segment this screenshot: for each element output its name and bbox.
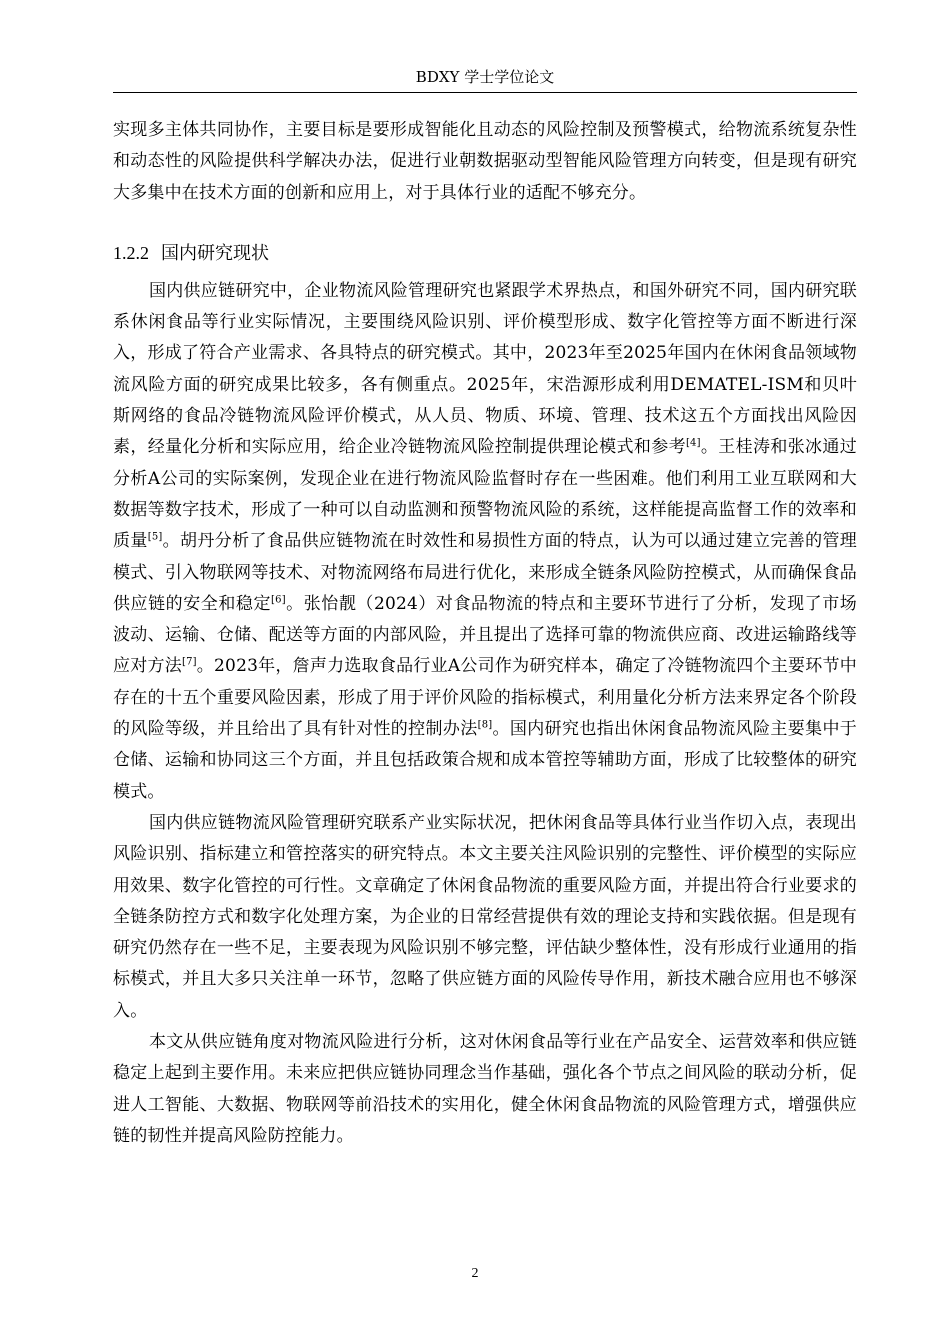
text-run: 。2023年，詹声力选取食品行业A公司作为研究样本，确定了冷链物流四个主要环节中存在的十五个重要风险因素，形成了用于评价风险的指标模式，利用量化分析方法来界定各个阶段的风险等级，并且给出了具有针对性的控制办法 bbox=[113, 656, 857, 740]
text-run: 国内供应链研究中，企业物流风险管理研究也紧跟学术界热点，和国外研究不同，国内研究联系休闲食品等行业实际情况，主要围绕风险识别、评价模型形成、数字化管控等方面不断进行深入，形成了符合产业需求、各具特点的研究模式。其中，2023年至2025年国内在休闲食品领域物流风险方面的研究成果比较多，各有侧重点。2025年，宋浩源形成利用DEMATEL-ISM和贝叶斯网络的食品冷链物流风险评价模式，从人员、物质、环境、管理、技术这五个方面找出风险因素，经量化分析和实际应用，给企业冷链物流风险控制提供理论模式和参考 bbox=[113, 280, 857, 458]
citation-ref: [5] bbox=[147, 531, 163, 543]
citation-ref: [7] bbox=[181, 656, 197, 668]
section-number: 1.2.2 bbox=[113, 242, 149, 263]
section-heading bbox=[113, 239, 857, 268]
page-number: 2 bbox=[471, 1266, 479, 1281]
text-run: 。胡丹分析了食品供应链物流在时效性和易损性方面的特点，认为可以通过建立完善的管理模式、引入物联网等技术、对物流网络布局进行优化，来形成全链条风险防控模式，从而确保食品供应链的安全和稳定 bbox=[113, 531, 858, 614]
text-run: 。国内研究也指出休闲食品物流风险主要集中于仓储、运输和协同这三个方面，并且包括政策合规和成本管控等辅助方面，形成了比较整体的研究模式。 bbox=[113, 719, 858, 802]
citation-ref: [6] bbox=[271, 594, 286, 606]
section-title: 国内研究现状 bbox=[161, 242, 269, 264]
running-header: BDXY 学士学位论文 bbox=[113, 62, 857, 93]
citation-ref: [4] bbox=[685, 437, 701, 449]
intro-paragraph: 实现多主体共同协作，主要目标是要形成智能化且动态的风险控制及预警模式，给物流系统复杂性和动态性的风险提供科学解决办法，促进行业朝数据驱动型智能风险管理方向转变，但是现有研究大多集中在技术方面的创新和应用上，对于具体行业的适配不够充分。 bbox=[113, 120, 857, 203]
text-run: 。张怡靓（2024）对食品物流的特点和主要环节进行了分析，发现了市场波动、运输、仓储、配送等方面的内部风险，并且提出了选择可靠的物流供应商、改进运输路线等应对方法 bbox=[113, 593, 857, 677]
page-body bbox=[113, 112, 857, 1152]
body-paragraph-3: 本文从供应链角度对物流风险进行分析，这对休闲食品等行业在产品安全、运营效率和供应链稳定上起到主要作用。未来应把供应链协同理念当作基础，强化各个节点之间风险的联动分析，促进人工智能、大数据、物联网等前沿技术的实用化，健全休闲食品物流的风险管理方式，增强供应链的韧性并提高风险防控能力。 bbox=[113, 1032, 857, 1146]
body-paragraph-2: 国内供应链物流风险管理研究联系产业实际状况，把休闲食品等具体行业当作切入点，表现出风险识别、指标建立和管控落实的研究特点。本文主要关注风险识别的完整性、评价模型的实际应用效果、数字化管控的可行性。文章确定了休闲食品物流的重要风险方面，并提出符合行业要求的全链条防控方式和数字化处理方案，为企业的日常经营提供有效的理论支持和实践依据。但是现有研究仍然存在一些不足，主要表现为风险识别不够完整，评估缺少整体性，没有形成行业通用的指标模式，并且大多只关注单一环节，忽略了供应链方面的风险传导作用，新技术融合应用也不够深入。 bbox=[113, 812, 857, 1021]
body-paragraph-1 bbox=[113, 276, 857, 808]
citation-ref: [8] bbox=[477, 719, 493, 731]
text-run: 。王桂涛和张冰通过分析A公司的实际案例，发现企业在进行物流风险监督时存在一些困难。他们利用工业互联网和大数据等数字技术，形成了一种可以自动监测和预警物流风险的系统，这样能提高监督工作的效率和质量 bbox=[113, 437, 857, 552]
